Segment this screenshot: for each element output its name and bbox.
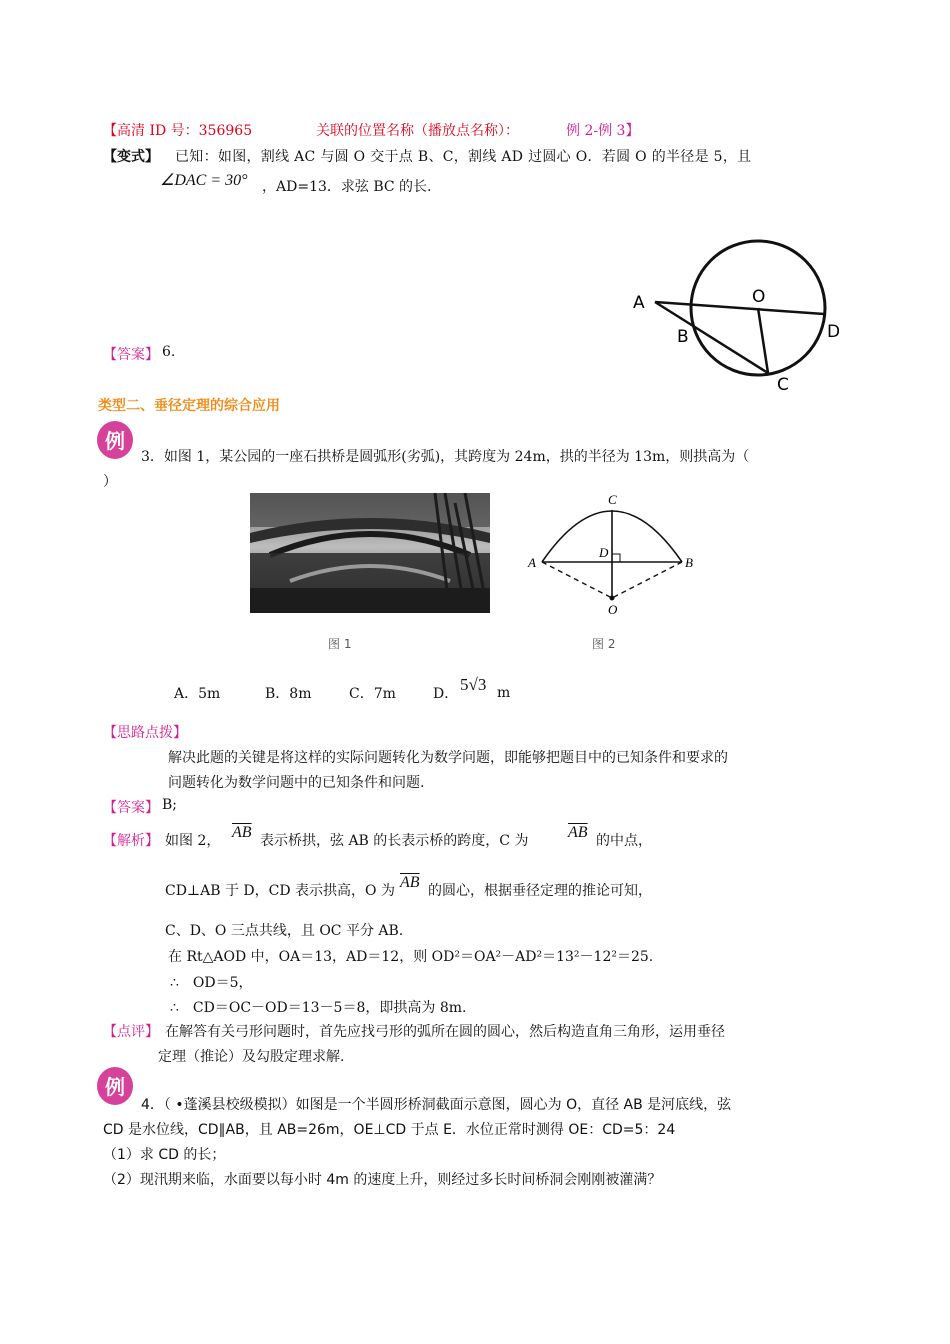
comment-line1: 在解答有关弓形问题时，首先应找弓形的弧所在圆的圆心，然后构造直角三角形，运用垂径: [165, 1024, 725, 1040]
example-badge-icon: [96, 1066, 134, 1106]
example3-line2: ）: [103, 474, 117, 490]
answer-tag: 【答案】: [103, 800, 159, 816]
analysis-line6: ∴ CD＝OC－OD＝13－5＝8，即拱高为 8m.: [170, 1000, 467, 1016]
section-title: 类型二、垂径定理的综合应用: [98, 398, 280, 414]
secant-ad: [655, 302, 824, 314]
option-b: B．8m: [265, 686, 312, 702]
svg-text:例: 例: [105, 429, 125, 453]
example4-q2: （2）现汛期来临，水面要以每小时 4m 的速度上升，则经过多长时间桥洞会刚刚被灌满？: [103, 1172, 662, 1188]
svg-text:D: D: [599, 545, 609, 560]
figure2-caption: 图 2: [592, 637, 616, 651]
analysis-line1-pre: 如图 2，: [165, 833, 221, 849]
comment-line2: 定理（推论）及勾股定理求解.: [158, 1049, 345, 1065]
arc-ab-2: $\overline{AB}$: [568, 824, 588, 841]
option-c: C．7m: [349, 686, 396, 702]
analysis-line1-post: 的中点，: [596, 833, 652, 849]
hint-tag: 【思路点拨】: [103, 725, 187, 741]
analysis-line1-mid: 表示桥拱，弦 AB 的长表示桥的跨度，C 为: [260, 833, 529, 849]
svg-text:例: 例: [105, 1075, 125, 1099]
example-range: 例 2-例 3】: [566, 123, 640, 139]
arc-ab-3: $\overline{AB}$: [400, 874, 420, 891]
circle-secant-figure: [625, 238, 850, 398]
variant-tag: 【变式】: [103, 149, 159, 165]
position-label: 关联的位置名称（播放点名称）：: [316, 123, 519, 139]
example4-line2: CD 是水位线，CD∥AB，且 AB=26m，OE⊥CD 于点 E．水位正常时测得 OE：CD=5：24: [103, 1122, 676, 1138]
option-d-unit: m: [497, 685, 511, 701]
radius-oc: [758, 308, 768, 373]
arch-diagram: [522, 490, 702, 620]
secant-ac: [655, 302, 768, 373]
label-b: B: [677, 327, 689, 347]
label-a: A: [633, 293, 645, 313]
svg-text:O: O: [608, 602, 618, 617]
option-a: A．5m: [174, 686, 221, 702]
svg-text:B: B: [685, 555, 693, 570]
variant-line2: ，AD=13．求弦 BC 的长.: [262, 179, 432, 195]
angle-dac: ∠DAC = 30°: [160, 172, 248, 189]
hint-line2: 问题转化为数学问题中的已知条件和问题.: [168, 775, 425, 791]
label-c: C: [777, 375, 789, 395]
figure1-caption: 图 1: [328, 637, 352, 651]
example4-line1: 4．（ •蓬溪县校级模拟）如图是一个半圆形桥洞截面示意图，圆心为 O，直径 AB 是河底线，弦: [141, 1097, 732, 1113]
svg-text:A: A: [528, 555, 536, 570]
svg-text:C: C: [608, 492, 617, 507]
option-d-value: 5√3: [460, 675, 487, 694]
analysis-line2-post: 的圆心，根据垂径定理的推论可知，: [428, 883, 652, 899]
variant-answer: 6.: [162, 344, 176, 360]
comment-tag: 【点评】: [103, 1024, 159, 1040]
analysis-line2-pre: CD⊥AB 于 D，CD 表示拱高，O 为: [165, 883, 395, 899]
option-d-label: D．: [433, 686, 459, 702]
example-badge-icon: [96, 420, 134, 460]
example3-line1: 3．如图 1，某公园的一座石拱桥是圆弧形(劣弧)，其跨度为 24m，拱的半径为 13m，则拱高为（: [141, 449, 750, 465]
analysis-tag: 【解析】: [103, 833, 159, 849]
label-d: D: [827, 322, 841, 342]
label-o: O: [752, 287, 766, 307]
example4-q1: （1）求 CD 的长；: [103, 1147, 226, 1163]
bridge-photo: [250, 493, 490, 613]
variant-line1: 已知：如图，割线 AC 与圆 O 交于点 B、C，割线 AD 过圆心 O．若圆 O 的半径是 5，且: [175, 149, 752, 165]
arc-ab-1: $\overline{AB}$: [232, 824, 252, 841]
variant-answer-tag: 【答案】: [103, 347, 159, 363]
analysis-line4: 在 Rt△AOD 中，OA＝13，AD＝12，则 OD²＝OA²－AD²＝13²－12²＝25.: [168, 949, 654, 965]
hint-line1: 解决此题的关键是将这样的实际问题转化为数学问题，即能够把题目中的已知条件和要求的: [168, 750, 728, 766]
answer-value: B;: [162, 797, 178, 813]
analysis-line3: C、D、O 三点共线，且 OC 平分 AB.: [165, 923, 404, 939]
hd-id: 【高清 ID 号：356965: [103, 123, 253, 139]
analysis-line5: ∴ OD＝5，: [170, 975, 253, 991]
